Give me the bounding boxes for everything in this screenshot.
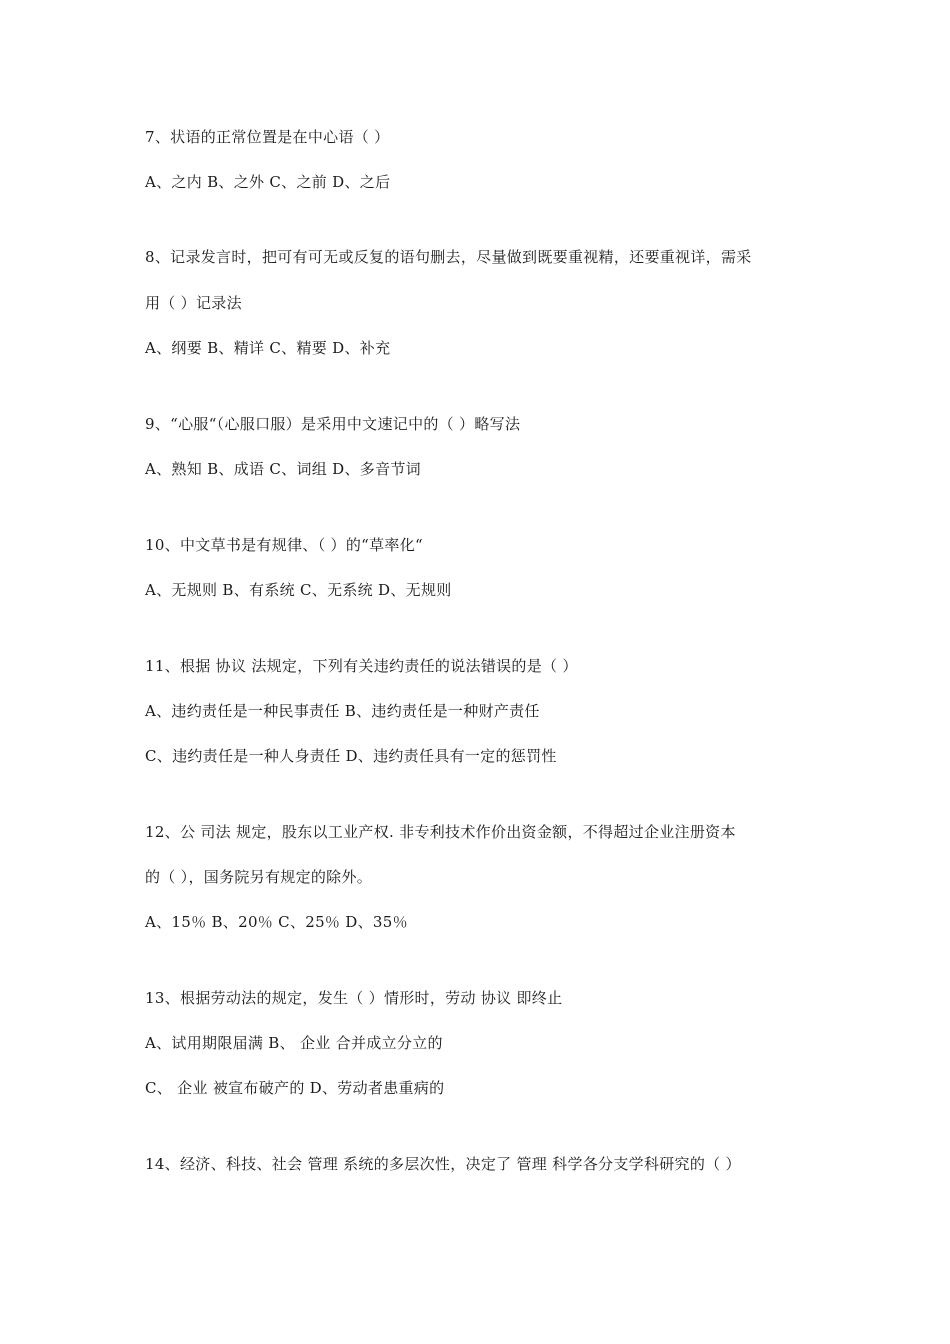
question-11-text: 11、根据 协议 法规定，下列有关违约责任的说法错误的是（ ）: [145, 657, 578, 675]
question-11-options-line-2: C、违约责任是一种人身责任 D、违约责任具有一定的惩罚性: [145, 747, 557, 765]
question-12-options: A、15％ B、20％ C、25％ D、35％: [145, 913, 408, 931]
question-14-text: 14、经济、科技、社会 管理 系统的多层次性，决定了 管理 科学各分支学科研究的（ ）: [145, 1155, 741, 1173]
question-9-options: A、熟知 B、成语 C、词组 D、多音节词: [145, 460, 421, 478]
question-8-text-continued: 用（ ）记录法: [145, 294, 242, 312]
question-7-text: 7、状语的正常位置是在中心语（ ）: [145, 128, 390, 146]
question-13-text: 13、根据劳动法的规定，发生（ ）情形时，劳动 协议 即终止: [145, 989, 563, 1007]
question-11-options-line-1: A、违约责任是一种民事责任 B、违约责任是一种财产责任: [145, 702, 540, 720]
question-10-options: A、无规则 B、有系统 C、无系统 D、无规则: [145, 581, 452, 599]
question-7-options: A、之内 B、之外 C、之前 D、之后: [145, 173, 391, 191]
question-13-options-line-2: C、 企业 被宣布破产的 D、劳动者患重病的: [145, 1079, 445, 1097]
question-12-text-continued: 的（ ），国务院另有规定的除外。: [145, 868, 373, 886]
question-12-text: 12、公 司法 规定，股东以工业产权. 非专利技术作价出资金额，不得超过企业注册资本: [145, 823, 736, 841]
question-10-text: 10、中文草书是有规律、（ ）的“草率化“: [145, 536, 423, 554]
question-8-options: A、纲要 B、精详 C、精要 D、补充: [145, 339, 391, 357]
question-13-options-line-1: A、试用期限届满 B、 企业 合并成立分立的: [145, 1034, 443, 1052]
question-8-text: 8、记录发言时，把可有可无或反复的语句删去，尽量做到既要重视精，还要重视详，需采: [145, 248, 752, 266]
question-9-text: 9、“心服“（心服口服）是采用中文速记中的（ ）略写法: [145, 415, 521, 433]
